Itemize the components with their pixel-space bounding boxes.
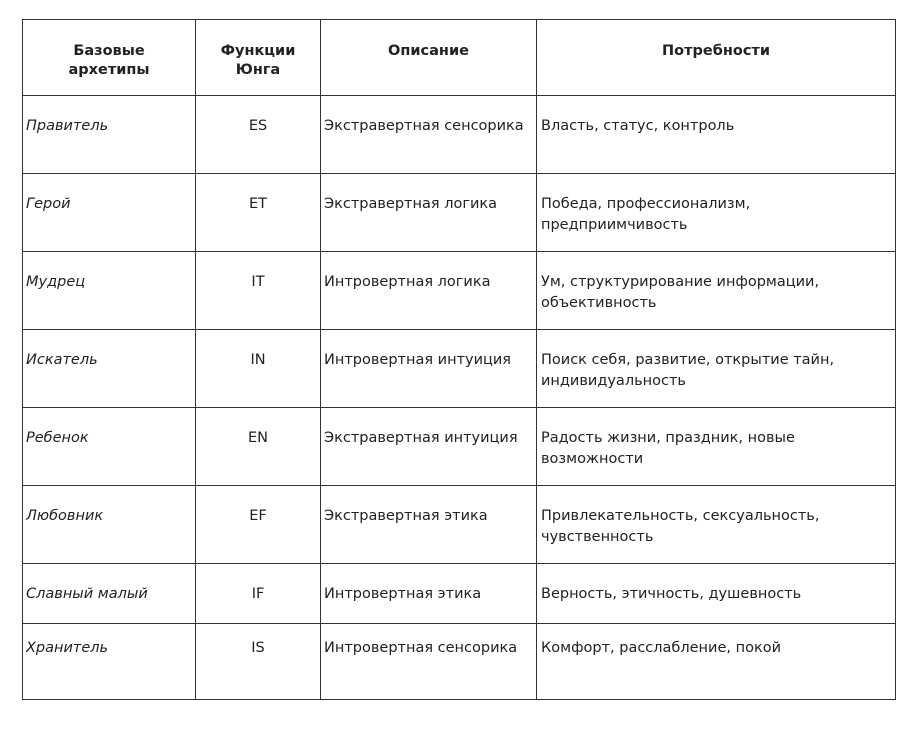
cell-needs: Привлекательность, сексуальность, чувственность [537,486,896,564]
cell-archetype: Любовник [23,486,196,564]
table-row [23,486,896,564]
cell-needs: Верность, этичность, душевность [537,564,896,624]
cell-archetype: Мудрец [23,252,196,330]
cell-function: ES [196,96,321,174]
cell-needs: Ум, структурирование информации, объективность [537,252,896,330]
header-functions-label: Функции Юнга [220,43,296,78]
cell-needs: Власть, статус, контроль [537,96,896,174]
cell-needs: Победа, профессионализм, предприимчивость [537,174,896,252]
cell-archetype: Правитель [23,96,196,174]
cell-description: Интровертная логика [321,252,537,330]
cell-archetype: Искатель [23,330,196,408]
table-header [23,20,896,96]
header-archetypes-label: Базовые архетипы [68,43,150,78]
cell-function: IF [196,564,321,624]
table-row [23,174,896,252]
header-row [23,20,896,96]
cell-archetype: Герой [23,174,196,252]
cell-archetype: Славный малый [23,564,196,624]
header-description-label: Описание [388,43,469,59]
cell-description: Интровертная этика [321,564,537,624]
cell-function: IN [196,330,321,408]
header-description [321,20,537,96]
cell-needs: Поиск себя, развитие, открытие тайн, индивидуальность [537,330,896,408]
header-functions [196,20,321,96]
cell-description: Экстравертная интуиция [321,408,537,486]
cell-description: Экстравертная сенсорика [321,96,537,174]
header-needs-label: Потребности [662,43,770,59]
header-archetypes [23,20,196,96]
cell-description: Интровертная интуиция [321,330,537,408]
cell-function: IT [196,252,321,330]
cell-needs: Радость жизни, праздник, новые возможности [537,408,896,486]
cell-function: EN [196,408,321,486]
table-row [23,624,896,700]
cell-function: IS [196,624,321,700]
cell-archetype: Хранитель [23,624,196,700]
archetypes-table [22,19,896,700]
table-row [23,96,896,174]
table-row [23,330,896,408]
table-row [23,408,896,486]
table-row [23,252,896,330]
cell-description: Экстравертная этика [321,486,537,564]
cell-needs: Комфорт, расслабление, покой [537,624,896,700]
header-needs [537,20,896,96]
cell-description: Экстравертная логика [321,174,537,252]
cell-description: Интровертная сенсорика [321,624,537,700]
cell-function: ET [196,174,321,252]
table-row [23,564,896,624]
table-body [23,96,896,700]
cell-function: EF [196,486,321,564]
cell-archetype: Ребенок [23,408,196,486]
